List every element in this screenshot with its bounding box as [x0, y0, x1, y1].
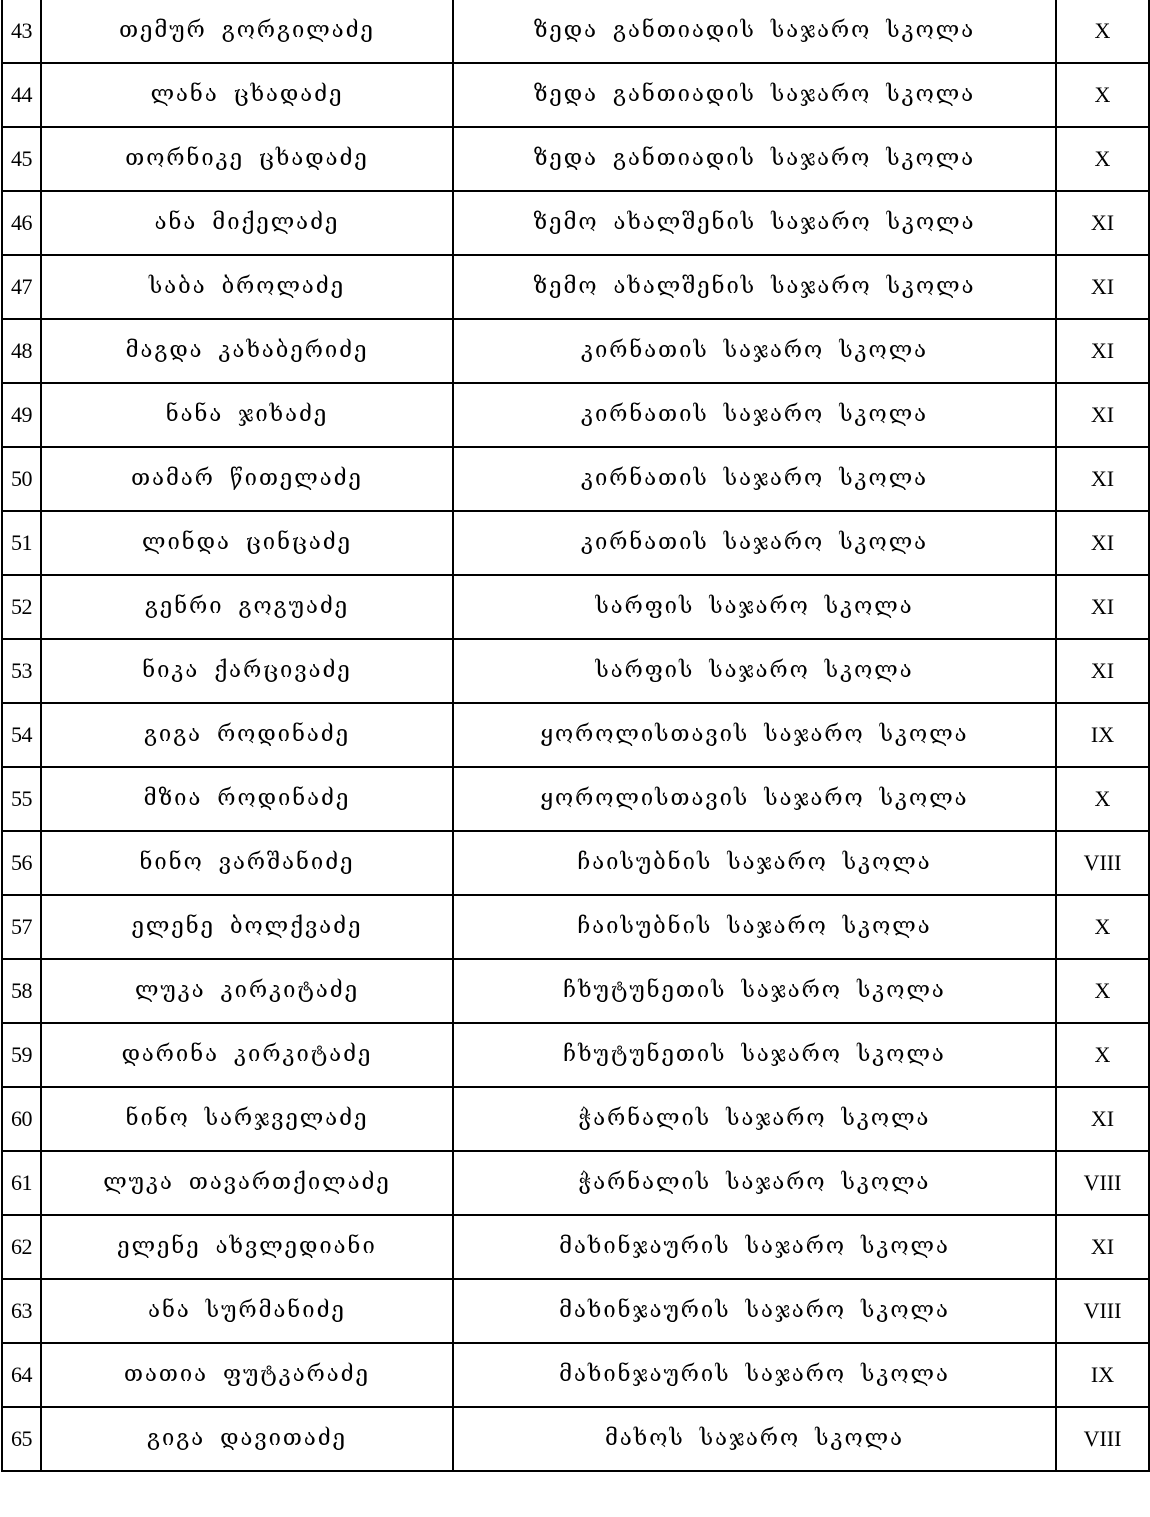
- table-row: [2, 127, 1149, 191]
- row-number: 43: [2, 0, 41, 63]
- school-name: მახინჯაურის საჯარო სკოლა: [453, 1343, 1056, 1407]
- school-name: კირნათის საჯარო სკოლა: [453, 511, 1056, 575]
- table-row: [2, 63, 1149, 127]
- row-number: 59: [2, 1023, 41, 1087]
- table-row: [2, 575, 1149, 639]
- school-name: ჭარნალის საჯარო სკოლა: [453, 1087, 1056, 1151]
- grade-level: X: [1056, 0, 1149, 63]
- grade-level: X: [1056, 895, 1149, 959]
- school-name: ზემო ახალშენის საჯარო სკოლა: [453, 191, 1056, 255]
- table-row: [2, 255, 1149, 319]
- student-name: ნინო სარჯველაძე: [41, 1087, 453, 1151]
- school-name: ზედა განთიადის საჯარო სკოლა: [453, 127, 1056, 191]
- student-name: ლუკა თავართქილაძე: [41, 1151, 453, 1215]
- table-row: [2, 1215, 1149, 1279]
- grade-level: XI: [1056, 1087, 1149, 1151]
- school-name: კირნათის საჯარო სკოლა: [453, 319, 1056, 383]
- table-row: [2, 319, 1149, 383]
- row-number: 48: [2, 319, 41, 383]
- grade-level: XI: [1056, 575, 1149, 639]
- row-number: 46: [2, 191, 41, 255]
- row-number: 62: [2, 1215, 41, 1279]
- table-row: [2, 191, 1149, 255]
- student-name: დარინა კირკიტაძე: [41, 1023, 453, 1087]
- row-number: 54: [2, 703, 41, 767]
- student-name: ლინდა ცინცაძე: [41, 511, 453, 575]
- table-row: [2, 511, 1149, 575]
- grade-level: X: [1056, 767, 1149, 831]
- table-row: [2, 1279, 1149, 1343]
- school-name: ზემო ახალშენის საჯარო სკოლა: [453, 255, 1056, 319]
- roster-body: [2, 0, 1149, 1471]
- school-name: ჩაისუბნის საჯარო სკოლა: [453, 895, 1056, 959]
- school-name: სარფის საჯარო სკოლა: [453, 639, 1056, 703]
- student-roster-table: [1, 0, 1150, 1472]
- student-name: მზია როდინაძე: [41, 767, 453, 831]
- school-name: ჩაისუბნის საჯარო სკოლა: [453, 831, 1056, 895]
- grade-level: X: [1056, 959, 1149, 1023]
- table-row: [2, 767, 1149, 831]
- row-number: 50: [2, 447, 41, 511]
- table-row: [2, 831, 1149, 895]
- student-name: ლანა ცხადაძე: [41, 63, 453, 127]
- school-name: კირნათის საჯარო სკოლა: [453, 447, 1056, 511]
- table-row: [2, 447, 1149, 511]
- grade-level: X: [1056, 63, 1149, 127]
- grade-level: VIII: [1056, 831, 1149, 895]
- student-name: თამარ წითელაძე: [41, 447, 453, 511]
- student-name: საბა ბროლაძე: [41, 255, 453, 319]
- student-name: გენრი გოგუაძე: [41, 575, 453, 639]
- grade-level: XI: [1056, 511, 1149, 575]
- row-number: 47: [2, 255, 41, 319]
- table-row: [2, 0, 1149, 63]
- table-row: [2, 383, 1149, 447]
- grade-level: VIII: [1056, 1407, 1149, 1471]
- row-number: 45: [2, 127, 41, 191]
- grade-level: XI: [1056, 191, 1149, 255]
- row-number: 56: [2, 831, 41, 895]
- row-number: 49: [2, 383, 41, 447]
- row-number: 55: [2, 767, 41, 831]
- student-name: ნინო ვარშანიძე: [41, 831, 453, 895]
- grade-level: X: [1056, 1023, 1149, 1087]
- grade-level: XI: [1056, 639, 1149, 703]
- row-number: 58: [2, 959, 41, 1023]
- student-name: ელენე ბოლქვაძე: [41, 895, 453, 959]
- row-number: 61: [2, 1151, 41, 1215]
- grade-level: XI: [1056, 319, 1149, 383]
- grade-level: XI: [1056, 383, 1149, 447]
- student-name: თორნიკე ცხადაძე: [41, 127, 453, 191]
- student-name: ელენე ახვლედიანი: [41, 1215, 453, 1279]
- school-name: მახინჯაურის საჯარო სკოლა: [453, 1279, 1056, 1343]
- student-name: ნანა ჯიხაძე: [41, 383, 453, 447]
- grade-level: X: [1056, 127, 1149, 191]
- student-name: თემურ გორგილაძე: [41, 0, 453, 63]
- grade-level: VIII: [1056, 1151, 1149, 1215]
- table-row: [2, 959, 1149, 1023]
- student-name: ლუკა კირკიტაძე: [41, 959, 453, 1023]
- school-name: ყოროლისთავის საჯარო სკოლა: [453, 703, 1056, 767]
- school-name: მახინჯაურის საჯარო სკოლა: [453, 1215, 1056, 1279]
- student-name: მაგდა კახაბერიძე: [41, 319, 453, 383]
- row-number: 65: [2, 1407, 41, 1471]
- row-number: 64: [2, 1343, 41, 1407]
- table-row: [2, 703, 1149, 767]
- grade-level: XI: [1056, 447, 1149, 511]
- row-number: 60: [2, 1087, 41, 1151]
- table-row: [2, 895, 1149, 959]
- grade-level: XI: [1056, 1215, 1149, 1279]
- student-name: გიგა როდინაძე: [41, 703, 453, 767]
- school-name: კირნათის საჯარო სკოლა: [453, 383, 1056, 447]
- grade-level: VIII: [1056, 1279, 1149, 1343]
- row-number: 44: [2, 63, 41, 127]
- school-name: სარფის საჯარო სკოლა: [453, 575, 1056, 639]
- school-name: ზედა განთიადის საჯარო სკოლა: [453, 63, 1056, 127]
- table-row: [2, 1151, 1149, 1215]
- student-name: გიგა დავითაძე: [41, 1407, 453, 1471]
- student-name: ანა მიქელაძე: [41, 191, 453, 255]
- table-row: [2, 1343, 1149, 1407]
- grade-level: XI: [1056, 255, 1149, 319]
- table-row: [2, 1023, 1149, 1087]
- school-name: ჭარნალის საჯარო სკოლა: [453, 1151, 1056, 1215]
- grade-level: IX: [1056, 703, 1149, 767]
- row-number: 53: [2, 639, 41, 703]
- table-row: [2, 1087, 1149, 1151]
- student-name: თათია ფუტკარაძე: [41, 1343, 453, 1407]
- row-number: 57: [2, 895, 41, 959]
- school-name: ზედა განთიადის საჯარო სკოლა: [453, 0, 1056, 63]
- row-number: 63: [2, 1279, 41, 1343]
- table-row: [2, 639, 1149, 703]
- school-name: ყოროლისთავის საჯარო სკოლა: [453, 767, 1056, 831]
- school-name: ჩხუტუნეთის საჯარო სკოლა: [453, 1023, 1056, 1087]
- school-name: ჩხუტუნეთის საჯარო სკოლა: [453, 959, 1056, 1023]
- row-number: 52: [2, 575, 41, 639]
- grade-level: IX: [1056, 1343, 1149, 1407]
- school-name: მახოს საჯარო სკოლა: [453, 1407, 1056, 1471]
- table-row: [2, 1407, 1149, 1471]
- student-name: ნიკა ქარცივაძე: [41, 639, 453, 703]
- student-name: ანა სურმანიძე: [41, 1279, 453, 1343]
- row-number: 51: [2, 511, 41, 575]
